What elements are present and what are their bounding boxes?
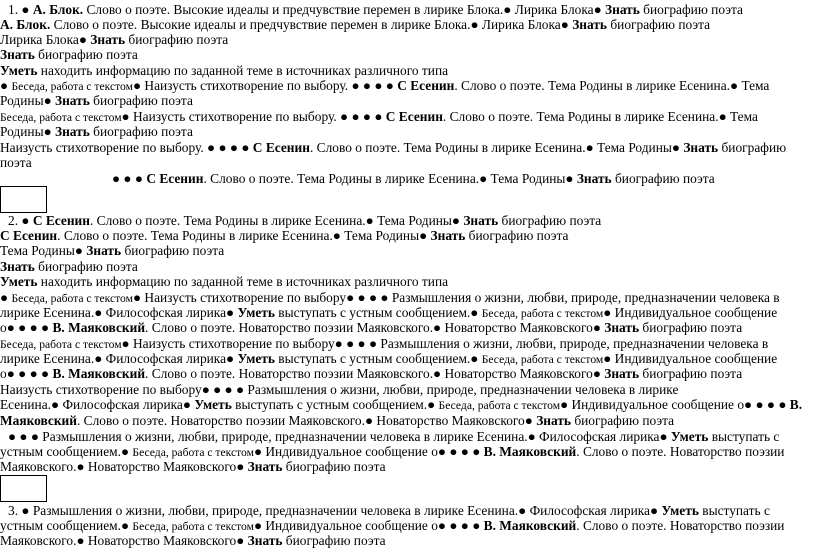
text-segment: ● ● ● Размышления о жизни, любви, природе, предназначении человека в лирике Есенина.● Философская лирика●: [8, 429, 671, 444]
text-segment: ● Индивидуальное сообщение: [603, 305, 778, 320]
section-1-heading: [8, 2, 743, 17]
bold-term: С Есенин: [397, 78, 455, 93]
bold-term: Уметь: [661, 503, 699, 518]
bold-term: Уметь: [237, 351, 275, 366]
text-segment: ● Наизусть стихотворение по выбору● ● ● ● Размышления о жизни, любви, природе, предназначении человека в: [132, 290, 780, 305]
bold-term: Знать: [55, 93, 90, 108]
text-line: [0, 518, 784, 534]
text-segment: ● ● ●: [112, 171, 147, 186]
text-line: [0, 47, 138, 62]
text-segment: лирике Есенина.● Философская лирика●: [0, 351, 238, 366]
text-segment: о● ● ● ●: [0, 320, 53, 335]
text-line: [0, 243, 224, 258]
empty-table-cell: [0, 475, 47, 502]
text-segment: биографию поэта: [498, 213, 602, 228]
bold-term: Знать: [572, 17, 607, 32]
text-segment: ● Наизусть стихотворение по выбору● ● ● ● Размышления о жизни, любви, природе, предназначении человека в: [121, 336, 769, 351]
small-text: Беседа, работа с текстом: [132, 446, 254, 459]
text-segment: 1.: [8, 2, 22, 17]
text-segment: 3.: [8, 503, 22, 518]
bold-term: Знать: [247, 533, 283, 548]
bold-term: Уметь: [670, 429, 709, 444]
small-text: Беседа, работа с текстом: [481, 353, 604, 366]
small-text: Беседа, работа с текстом: [132, 520, 254, 533]
bold-term: Знать: [90, 32, 126, 47]
text-segment: биографию: [718, 140, 787, 155]
text-segment: находить информацию по заданной теме в источниках различного типа: [37, 63, 449, 78]
bold-term: Знать: [463, 213, 499, 228]
small-text: Беседа, работа с текстом: [438, 399, 561, 412]
text-line: [0, 305, 777, 321]
text-segment: Наизусть стихотворение по выбору● ● ● ● Размышления о жизни, любви, природе, предназначении человека в лирике: [0, 382, 679, 397]
text-segment: Маяковского.● Новаторство Маяковского●: [0, 533, 248, 548]
bold-term: Уметь: [237, 305, 275, 320]
text-segment: Родины●: [0, 93, 56, 108]
bold-term: Уметь: [0, 63, 38, 78]
text-line: [0, 63, 448, 78]
text-segment: биографию поэта: [607, 17, 711, 32]
text-segment: 2.: [8, 213, 22, 228]
text-segment: биографию поэта: [282, 459, 386, 474]
bold-term: Уметь: [0, 274, 38, 289]
text-segment: Маяковского.● Новаторство Маяковского●: [0, 459, 248, 474]
text-line: [0, 413, 674, 428]
text-line: [0, 109, 758, 125]
bold-term: Знать: [604, 320, 640, 335]
text-segment: биографию поэта: [639, 2, 743, 17]
bold-term: Знать: [0, 259, 35, 274]
text-segment: ● Индивидуальное сообщение: [603, 351, 778, 366]
text-line: [0, 290, 780, 306]
text-segment: Родины●: [0, 124, 56, 139]
small-text: Беседа, работа с текстом: [0, 338, 122, 351]
text-segment: биографию поэта: [282, 533, 386, 548]
text-segment: биографию поэта: [34, 47, 138, 62]
text-segment: поэта: [0, 155, 32, 170]
text-segment: биографию поэта: [125, 32, 229, 47]
text-segment: биографию поэта: [465, 228, 569, 243]
text-line: [0, 320, 742, 335]
text-line: [0, 533, 386, 548]
text-segment: Наизусть стихотворение по выбору. ● ● ● ●: [0, 140, 253, 155]
bold-term: Знать: [604, 366, 640, 381]
text-segment: . Слово о поэте. Новаторство поэзии: [576, 444, 785, 459]
section-3-heading: [8, 503, 770, 518]
small-text: Беседа, работа с текстом: [0, 111, 122, 124]
text-segment: биографию поэта: [639, 366, 743, 381]
text-segment: Есенина.● Философская лирика●: [0, 397, 195, 412]
text-segment: . Слово о поэте. Тема Родины в лирике Есенина.● Тема: [454, 78, 770, 93]
text-segment: устным сообщением.●: [0, 518, 133, 533]
text-segment: Тема Родины●: [0, 243, 87, 258]
text-line: [0, 444, 784, 460]
text-line: [0, 274, 448, 289]
text-segment: . Слово о поэте. Новаторство поэзии Маяковского.● Новаторство Маяковского●: [145, 366, 605, 381]
small-text: Беседа, работа с текстом: [11, 80, 133, 93]
bold-term: В. Маяковский: [52, 320, 146, 335]
text-line: [0, 140, 786, 155]
text-line: [0, 459, 386, 474]
bold-term: А. Блок.: [32, 2, 84, 17]
text-segment: ●: [21, 213, 33, 228]
bold-term: Знать: [683, 140, 719, 155]
text-segment: выступать с устным сообщением.●: [274, 351, 482, 366]
text-line: [0, 351, 777, 367]
bold-term: Знать: [430, 228, 466, 243]
bold-term: Знать: [86, 243, 122, 258]
text-segment: биографию поэта: [611, 171, 715, 186]
text-line: [8, 429, 779, 444]
text-segment: о● ● ● ●: [0, 366, 53, 381]
text-segment: биографию поэта: [570, 413, 675, 428]
text-segment: ●: [0, 78, 12, 93]
text-line: [0, 78, 769, 94]
text-segment: . Слово о поэте. Тема Родины в лирике Есенина.● Тема: [442, 109, 758, 124]
text-segment: ● Индивидуальное сообщение о● ● ● ●: [253, 518, 484, 533]
text-segment: выступать с устным сообщением.●: [231, 397, 439, 412]
text-segment: ●: [21, 2, 33, 17]
bold-term: С Есенин: [252, 140, 310, 155]
text-line: [0, 397, 802, 413]
bold-term: В.: [789, 397, 803, 412]
text-segment: биографию поэта: [34, 259, 138, 274]
bold-term: В. Маяковский: [483, 518, 577, 533]
text-line: [112, 171, 715, 186]
text-line: [0, 124, 193, 139]
bold-term: Маяковский: [0, 413, 77, 428]
text-line: [0, 17, 710, 32]
bold-term: С Есенин: [146, 171, 204, 186]
text-segment: биографию поэта: [89, 124, 193, 139]
text-segment: устным сообщением.●: [0, 444, 133, 459]
text-segment: ● Размышления о жизни, любви, природе, предназначении человека в лирике Есенина.● Философская лирика●: [21, 503, 662, 518]
text-segment: лирике Есенина.● Философская лирика●: [0, 305, 238, 320]
bold-term: Знать: [55, 124, 90, 139]
text-segment: . Слово о поэте. Тема Родины в лирике Есенина.● Тема Родины●: [89, 213, 464, 228]
text-segment: . Слово о поэте. Новаторство поэзии: [576, 518, 785, 533]
text-segment: . Слово о поэте. Тема Родины в лирике Есенина.● Тема Родины●: [309, 140, 684, 155]
small-text: Беседа, работа с текстом: [481, 307, 604, 320]
text-segment: . Слово о поэте. Тема Родины в лирике Есенина.● Тема Родины●: [203, 171, 577, 186]
text-line: [0, 259, 138, 274]
text-segment: . Слово о поэте. Новаторство поэзии Маяковского.● Новаторство Маяковского●: [76, 413, 537, 428]
text-segment: ●: [0, 290, 12, 305]
bold-term: Знать: [0, 47, 35, 62]
text-segment: ● Наизусть стихотворение по выбору. ● ● ● ●: [121, 109, 386, 124]
text-segment: биографию поэта: [121, 243, 225, 258]
empty-table-cell: [0, 186, 47, 213]
text-segment: . Слово о поэте. Новаторство поэзии Маяковского.● Новаторство Маяковского●: [145, 320, 605, 335]
text-segment: ● Индивидуальное сообщение о● ● ● ●: [560, 397, 790, 412]
text-line: [0, 228, 568, 243]
text-line: [0, 336, 768, 352]
text-segment: выступать с: [698, 503, 770, 518]
bold-term: В. Маяковский: [52, 366, 146, 381]
text-segment: находить информацию по заданной теме в источниках различного типа: [37, 274, 449, 289]
bold-term: Знать: [536, 413, 571, 428]
text-segment: Слово о поэте. Высокие идеалы и предчувствие перемен в лирике Блока.● Лирика Блока●: [50, 17, 573, 32]
bold-term: А. Блок.: [0, 17, 51, 32]
bold-term: Уметь: [194, 397, 232, 412]
text-segment: Лирика Блока●: [0, 32, 91, 47]
bold-term: Знать: [576, 171, 612, 186]
text-segment: выступать с устным сообщением.●: [274, 305, 482, 320]
text-line: [0, 93, 193, 108]
text-segment: Слово о поэте. Высокие идеалы и предчувствие перемен в лирике Блока.● Лирика Блока●: [83, 2, 606, 17]
bold-term: Знать: [247, 459, 283, 474]
text-segment: ● Наизусть стихотворение по выбору. ● ● ● ●: [132, 78, 398, 93]
text-line: [0, 32, 228, 47]
bold-term: В. Маяковский: [483, 444, 577, 459]
small-text: Беседа, работа с текстом: [11, 292, 133, 305]
bold-term: С Есенин: [0, 228, 58, 243]
text-segment: выступать с: [708, 429, 780, 444]
text-segment: . Слово о поэте. Тема Родины в лирике Есенина.● Тема Родины●: [57, 228, 431, 243]
section-2-heading: [8, 213, 601, 228]
text-line: [0, 382, 678, 397]
text-line: [0, 155, 32, 170]
bold-term: С Есенин: [385, 109, 443, 124]
bold-term: Знать: [605, 2, 640, 17]
bold-term: С Есенин: [32, 213, 90, 228]
text-segment: биографию поэта: [89, 93, 193, 108]
text-segment: ● Индивидуальное сообщение о● ● ● ●: [253, 444, 484, 459]
text-line: [0, 366, 742, 381]
text-segment: биографию поэта: [639, 320, 743, 335]
